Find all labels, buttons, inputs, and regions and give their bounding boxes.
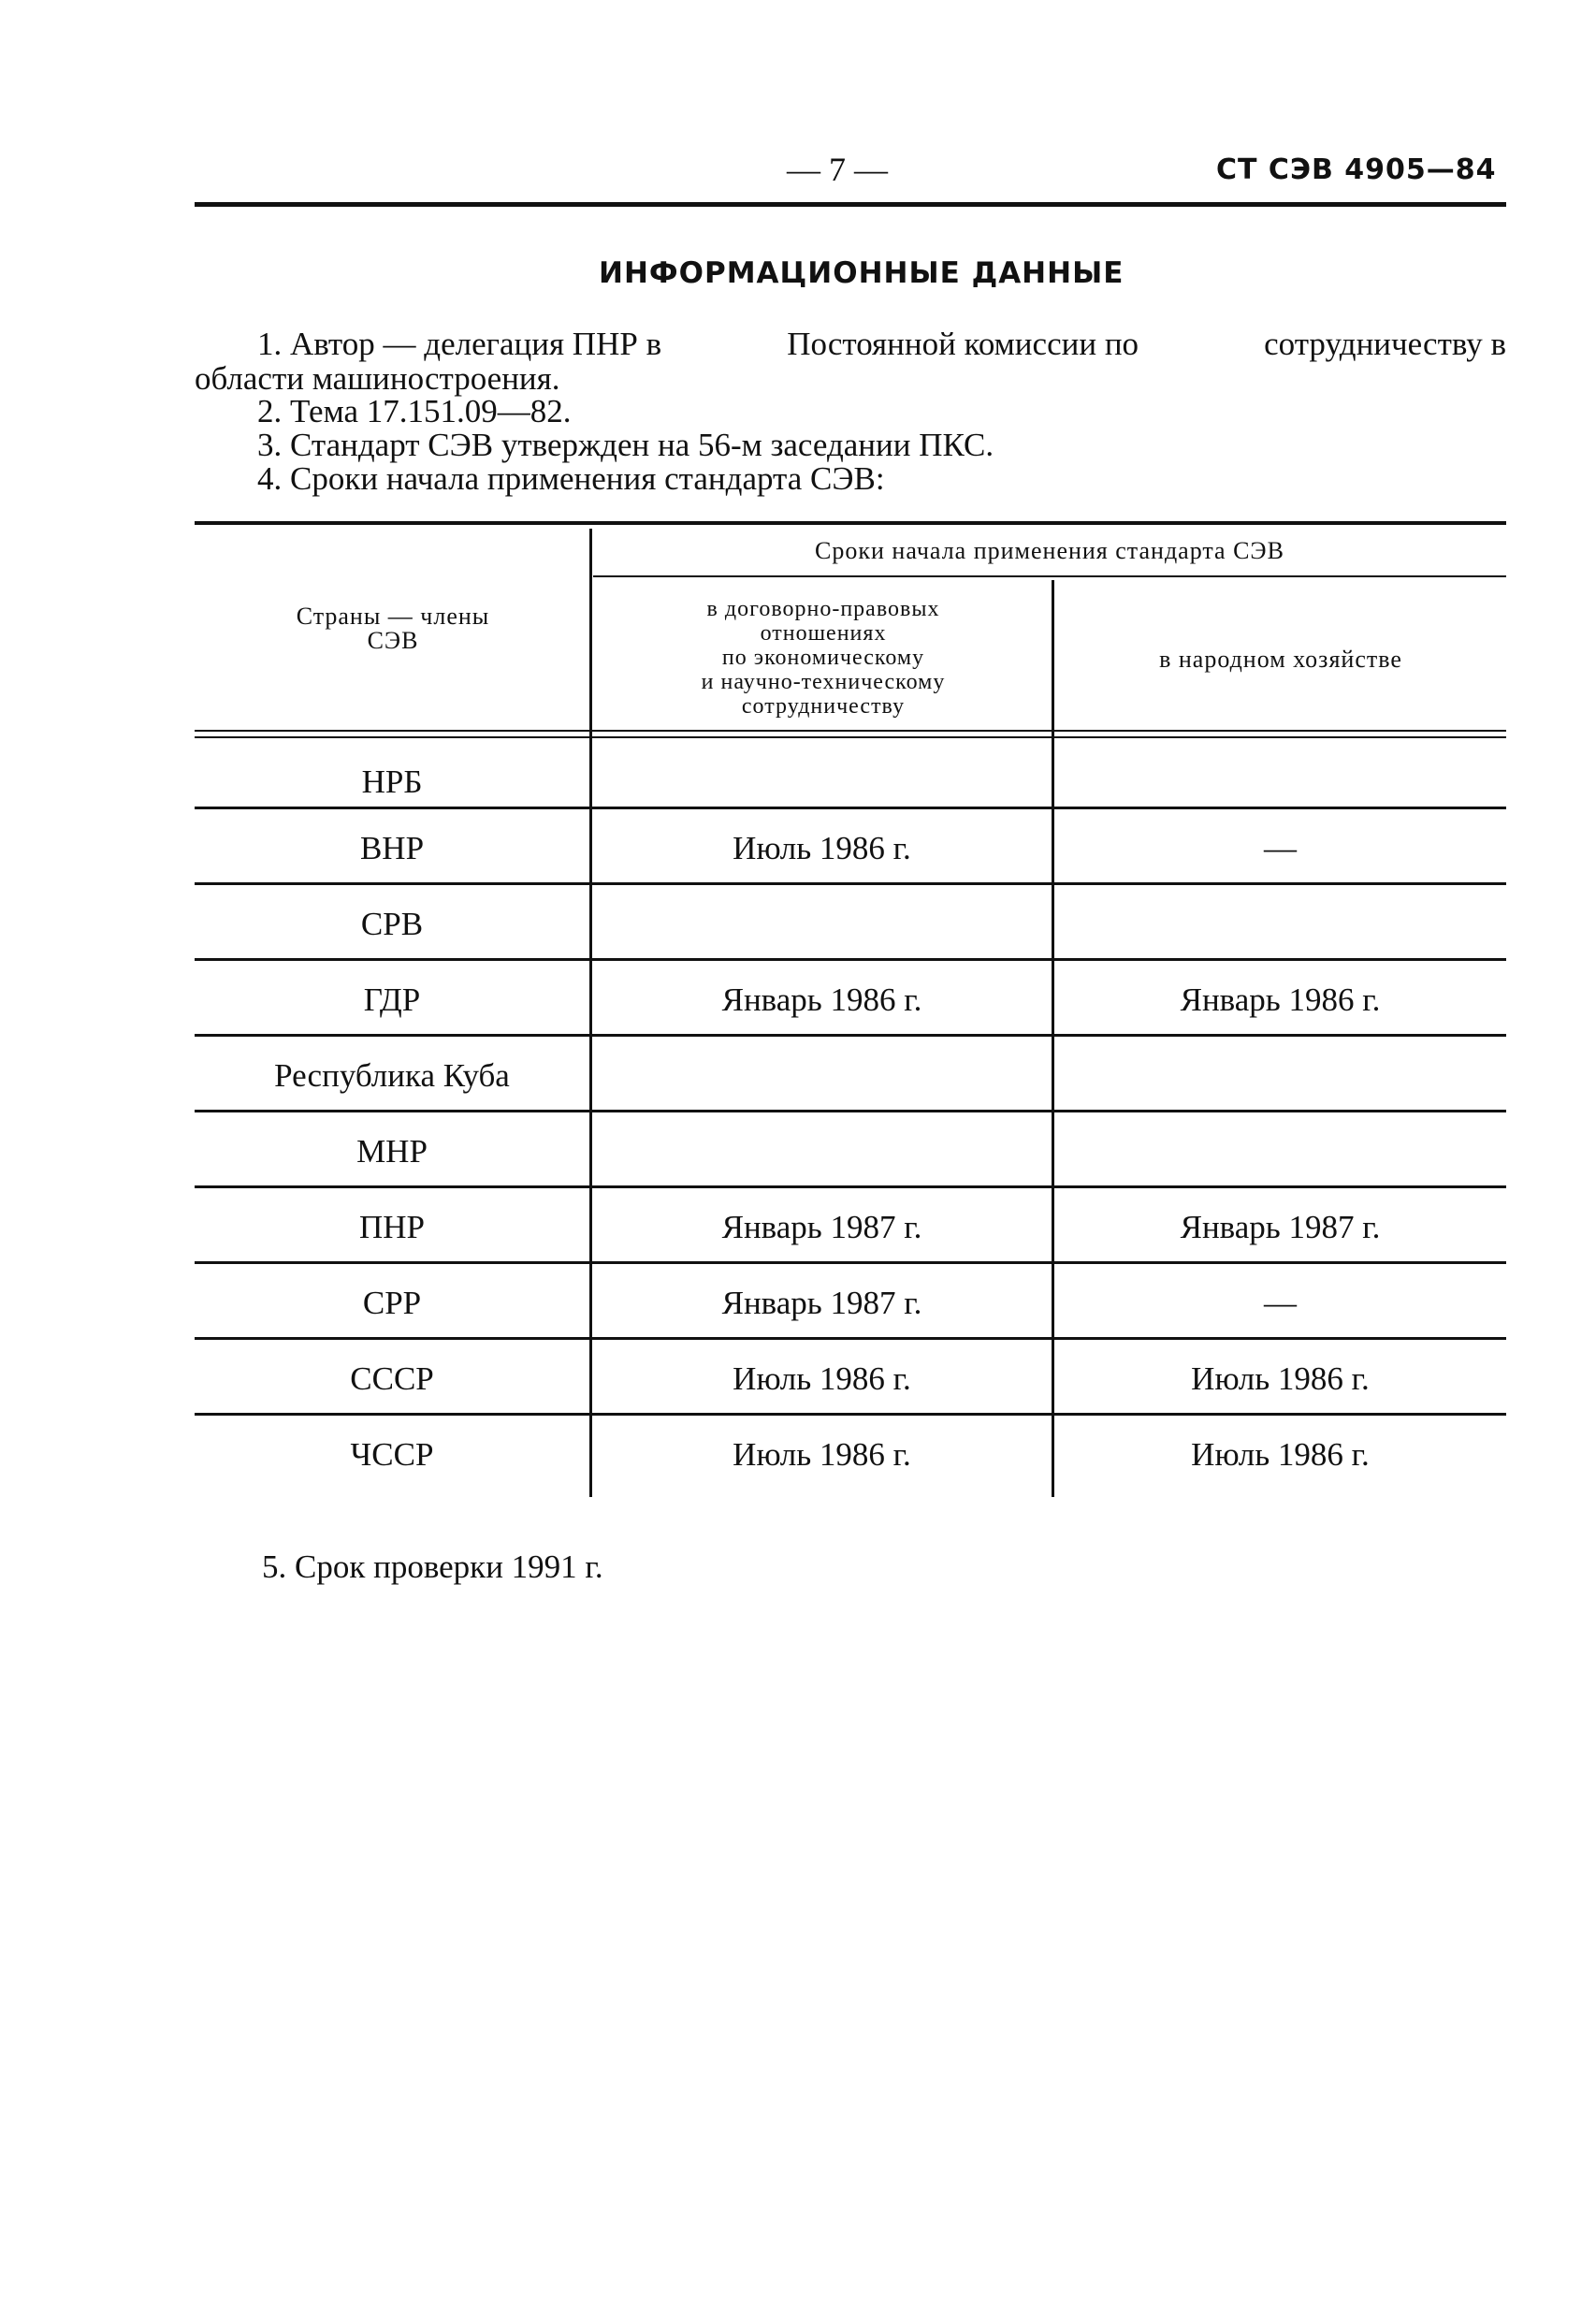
table-row [195,886,1506,962]
cell-country: МНР [356,1132,428,1170]
cell-country: ЧССР [350,1435,434,1473]
header-countries [243,604,543,653]
item-5: 5. Срок проверки 1991 г. [262,1548,603,1585]
row-rule [195,1185,1506,1188]
cell-country: СРР [362,1284,422,1321]
table-top-rule [195,521,1506,525]
cell-national: Январь 1987 г. [1180,1208,1381,1245]
row-rule [195,1110,1506,1112]
cell-contract: Июль 1986 г. [733,829,911,866]
cell-country: ПНР [358,1208,426,1245]
table-row [195,810,1506,886]
section-heading: ИНФОРМАЦИОННЫЕ ДАННЫЕ [599,256,1124,290]
table-row [195,962,1506,1038]
header-contract-line-2: отношениях [760,621,887,646]
header-contract-line-1: в договорно-правовых [706,597,940,621]
header-group-rule [593,575,1506,577]
table-row [195,1189,1506,1265]
cell-national: Июль 1986 г. [1191,1435,1370,1473]
item-1-part-3: сотрудничеству в [1264,326,1506,362]
header-national: в народном хозяйстве [1159,646,1402,673]
cell-contract [592,1038,1052,1113]
header-countries-line-1: Страны — члены [296,603,490,630]
table-row [195,1038,1506,1113]
item-1-part-1: 1. Автор — делегация ПНР в [257,326,662,362]
item-1-part-2: Постоянной комиссии по [787,326,1139,362]
item-2: 2. Тема 17.151.09—82. [257,393,572,429]
cell-contract: Январь 1987 г. [721,1284,922,1321]
cell-contract: Январь 1986 г. [721,981,922,1018]
table-row [195,1417,1506,1492]
document-code: СТ СЭВ 4905—84 [1216,153,1497,186]
table-row [195,1341,1506,1417]
cell-country: НРБ [361,763,423,800]
row-rule [195,1261,1506,1264]
cell-country: СРВ [360,905,424,942]
cell-country: Республика Куба [274,1056,510,1094]
header-group-title: Сроки начала применения стандарта СЭВ [815,537,1284,564]
cell-national: — [1264,829,1297,866]
cell-national [1054,1113,1506,1189]
row-rule [195,1337,1506,1340]
cell-contract [592,886,1052,962]
cell-contract: Июль 1986 г. [733,1435,911,1473]
cell-country: СССР [350,1359,434,1397]
row-rule [195,1413,1506,1416]
cell-country: ВНР [359,829,425,866]
cell-national: Январь 1986 г. [1180,981,1381,1018]
item-4: 4. Сроки начала применения стандарта СЭВ: [257,460,885,497]
item-1-line-1 [257,326,1506,363]
header-bottom-rule [195,730,1506,732]
cell-contract: Июль 1986 г. [733,1359,911,1397]
cell-country: ГДР [363,981,421,1018]
row-rule [195,807,1506,809]
header-contract-line-4: и научно-техническому [701,670,946,694]
cell-national: Июль 1986 г. [1191,1359,1370,1397]
row-rule [195,1034,1506,1037]
item-1-line-2: области машиностроения. [195,360,560,397]
cell-contract [592,1113,1052,1189]
cell-national: — [1264,1284,1297,1321]
row-rule [195,882,1506,885]
header-countries-line-2: СЭВ [367,627,419,654]
header-bottom-rule-second [195,736,1506,738]
cell-contract: Январь 1987 г. [721,1208,922,1245]
row-rule [195,958,1506,961]
page-number: — 7 — [787,151,888,188]
header-contract [599,597,1048,719]
cell-national [1054,886,1506,962]
header-contract-line-5: сотрудничеству [741,694,906,719]
header-rule [195,202,1506,207]
header-contract-line-3: по экономическому [721,646,925,670]
cell-national [1054,1038,1506,1113]
table-row [195,1113,1506,1189]
table-row [195,1265,1506,1341]
item-3: 3. Стандарт СЭВ утвержден на 56-м заседании ПКС. [257,427,994,463]
